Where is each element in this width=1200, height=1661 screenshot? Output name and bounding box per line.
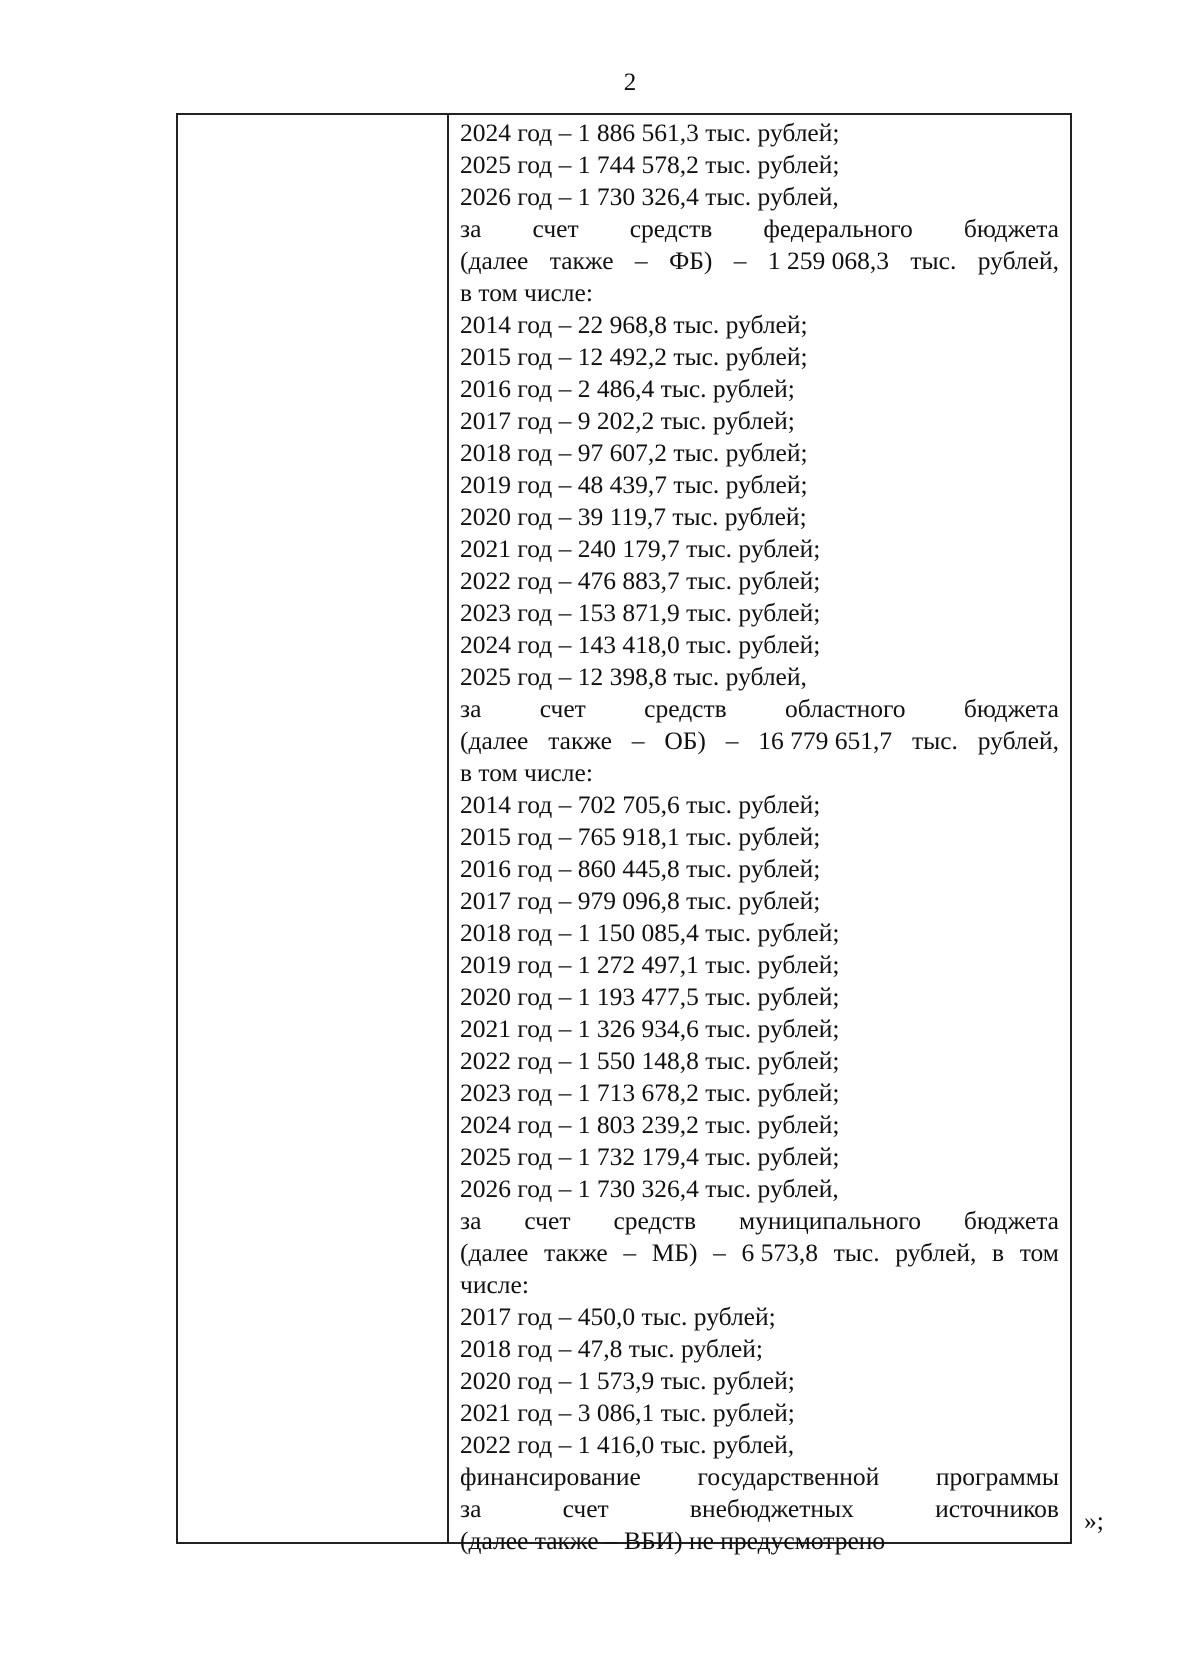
text-line: 2017 год – 979 096,8 тыс. рублей; [460, 886, 821, 915]
text-line: 2016 год – 860 445,8 тыс. рублей; [460, 854, 821, 883]
word: тыс. [910, 246, 957, 275]
word: государственной [697, 1462, 880, 1491]
text-line: 2020 год – 1 573,9 тыс. рублей; [460, 1366, 795, 1395]
text-line: 2021 год – 1 326 934,6 тыс. рублей; [460, 1014, 840, 1043]
word: программы [935, 1462, 1059, 1491]
justified-text-line [460, 1461, 1059, 1493]
table-right-cell [449, 115, 1070, 1555]
word: – [623, 1238, 637, 1267]
word: – [733, 246, 747, 275]
word: за [460, 694, 482, 723]
word: ОБ) [664, 726, 706, 755]
word: также [548, 726, 612, 755]
word: ФБ) [669, 246, 713, 275]
word: – [725, 726, 739, 755]
word: тыс. [911, 726, 958, 755]
justified-text-line [460, 1237, 1059, 1269]
text-line: 2026 год – 1 730 326,4 тыс. рублей, [460, 1174, 839, 1203]
word: за [460, 1206, 482, 1235]
text-line: 2022 год – 1 416,0 тыс. рублей, [460, 1430, 795, 1459]
word: областного [784, 694, 906, 723]
page-number: 2 [623, 69, 637, 96]
text-line: 2021 год – 240 179,7 тыс. рублей; [460, 534, 821, 563]
word: том [1019, 1238, 1059, 1267]
text-line: 2019 год – 1 272 497,1 тыс. рублей; [460, 950, 840, 979]
text-line: 2022 год – 476 883,7 тыс. рублей; [460, 566, 821, 595]
word: бюджета [963, 214, 1059, 243]
text-line: 2018 год – 47,8 тыс. рублей; [460, 1334, 763, 1363]
text-line: 2023 год – 153 871,9 тыс. рублей; [460, 598, 821, 627]
text-line: 2019 год – 48 439,7 тыс. рублей; [460, 470, 808, 499]
text-line: 2025 год – 12 398,8 тыс. рублей, [460, 662, 807, 691]
text-line: 2023 год – 1 713 678,2 тыс. рублей; [460, 1078, 840, 1107]
word: счет [539, 694, 586, 723]
text-line: 2024 год – 1 886 561,3 тыс. рублей; [460, 118, 840, 147]
closing-quote: »; [1084, 1506, 1104, 1535]
word: за [460, 214, 482, 243]
word: средств [644, 694, 727, 723]
text-line: 2025 год – 1 732 179,4 тыс. рублей; [460, 1142, 840, 1171]
text-line: 2025 год – 1 744 578,2 тыс. рублей; [460, 150, 840, 179]
word: финансирование [460, 1462, 641, 1491]
justified-text-line [460, 213, 1059, 245]
word: рублей, [895, 1238, 977, 1267]
word: в [992, 1238, 1005, 1267]
word: также [549, 246, 614, 275]
word: 16 779 651,7 [758, 726, 893, 755]
text-line: 2015 год – 765 918,1 тыс. рублей; [460, 822, 821, 851]
word: счет [524, 1206, 571, 1235]
text-line: 2018 год – 97 607,2 тыс. рублей; [460, 438, 808, 467]
word: (далее [460, 1238, 529, 1267]
text-line: в том числе: [460, 758, 593, 787]
word: – [631, 726, 645, 755]
text-line: 2017 год – 9 202,2 тыс. рублей; [460, 406, 795, 435]
word: – [634, 246, 648, 275]
text-line: 2024 год – 143 418,0 тыс. рублей; [460, 630, 821, 659]
word: 1 259 068,3 [767, 246, 889, 275]
text-line: 2014 год – 702 705,6 тыс. рублей; [460, 790, 821, 819]
word: источников [935, 1494, 1059, 1523]
text-line: 2024 год – 1 803 239,2 тыс. рублей; [460, 1110, 840, 1139]
word: бюджета [963, 694, 1059, 723]
text-line: 2021 год – 3 086,1 тыс. рублей; [460, 1398, 795, 1427]
word: (далее [460, 726, 529, 755]
text-line: 2020 год – 1 193 477,5 тыс. рублей; [460, 982, 840, 1011]
text-line: 2015 год – 12 492,2 тыс. рублей; [460, 342, 808, 371]
word: средств [613, 1206, 696, 1235]
word: рублей, [977, 726, 1059, 755]
word: счет [562, 1494, 609, 1523]
text-line: 2020 год – 39 119,7 тыс. рублей; [460, 502, 807, 531]
document-table [176, 113, 1072, 1555]
word: 6 573,8 [741, 1238, 818, 1267]
text-line: 2018 год – 1 150 085,4 тыс. рублей; [460, 918, 840, 947]
word: (далее [460, 246, 529, 275]
text-line: 2017 год – 450,0 тыс. рублей; [460, 1302, 776, 1331]
word: тыс. [833, 1238, 880, 1267]
word: федерального [763, 214, 913, 243]
text-line: (далее также – ВБИ) не предусмотрено [460, 1526, 886, 1555]
word: средств [629, 214, 713, 243]
word: – [713, 1238, 726, 1267]
text-line: 2022 год – 1 550 148,8 тыс. рублей; [460, 1046, 840, 1075]
justified-text-line [460, 1493, 1059, 1525]
justified-text-line [460, 245, 1059, 277]
justified-text-line [460, 1205, 1059, 1237]
text-line: числе: [460, 1270, 529, 1299]
justified-text-line [460, 725, 1059, 757]
word: счет [532, 214, 579, 243]
word: муниципального [738, 1206, 921, 1235]
word: также [543, 1238, 608, 1267]
justified-text-line [460, 693, 1059, 725]
word: внебюджетных [689, 1494, 854, 1523]
table-left-cell [178, 115, 449, 1542]
text-line: 2016 год – 2 486,4 тыс. рублей; [460, 374, 795, 403]
word: за [460, 1494, 482, 1523]
text-line: 2014 год – 22 968,8 тыс. рублей; [460, 310, 808, 339]
word: рублей, [977, 246, 1059, 275]
text-line: 2026 год – 1 730 326,4 тыс. рублей, [460, 182, 839, 211]
word: МБ) [651, 1238, 698, 1267]
text-line: в том числе: [460, 278, 593, 307]
word: бюджета [963, 1206, 1059, 1235]
